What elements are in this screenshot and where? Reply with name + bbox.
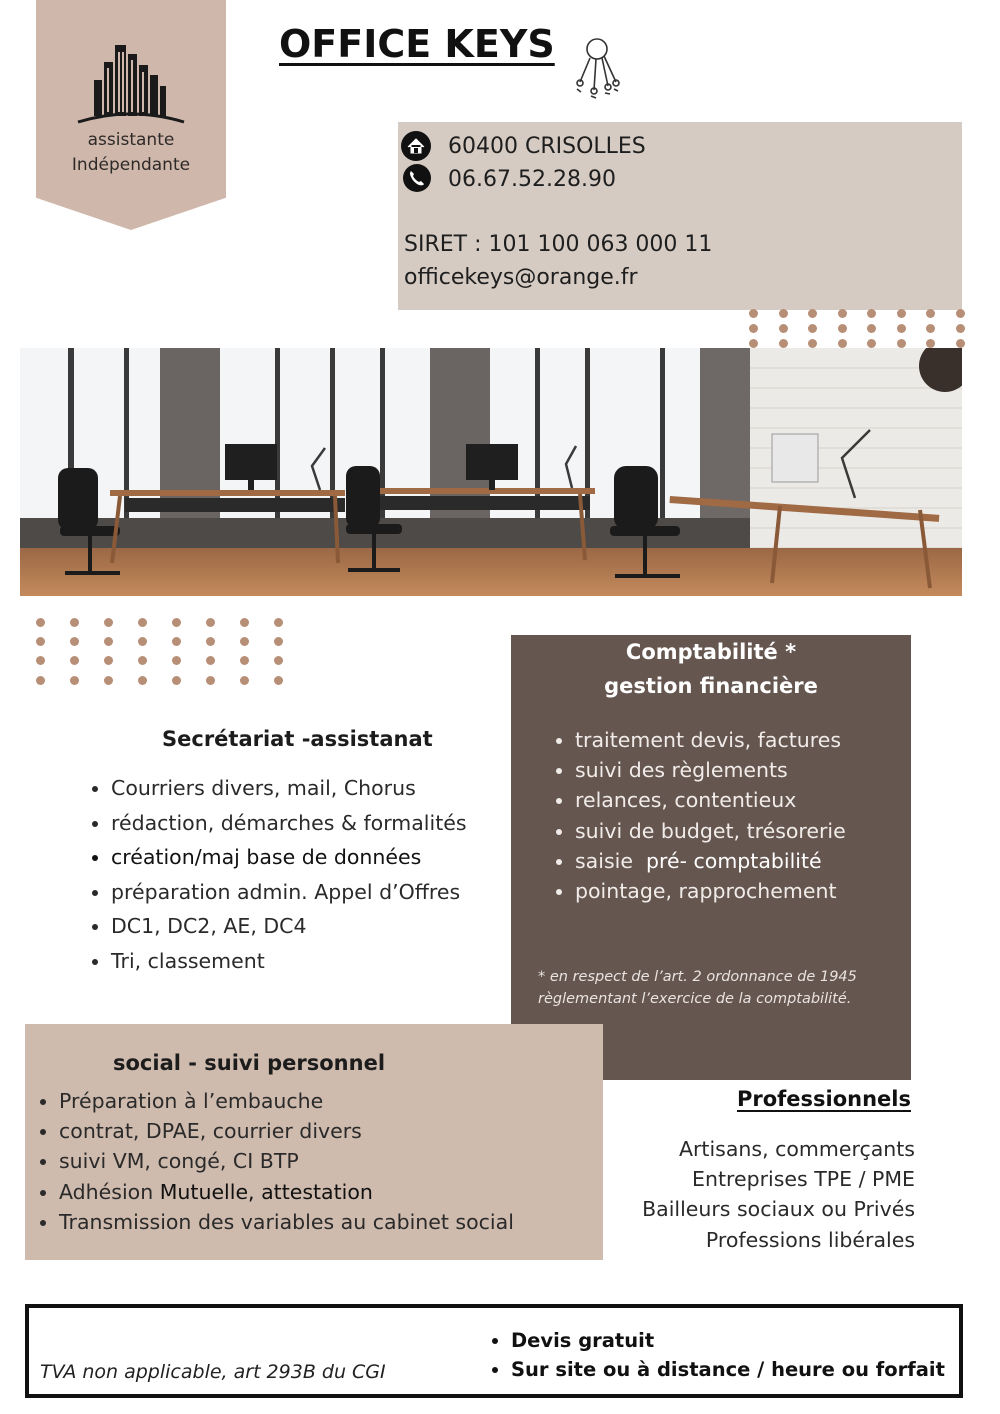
list-item: Entreprises TPE / PME (692, 1167, 915, 1192)
list-item: • rédaction, démarches & formalités (111, 806, 467, 841)
phone-icon (402, 163, 432, 193)
social-title: social - suivi personnel (113, 1051, 386, 1075)
list-item: • Devis gratuit (511, 1326, 945, 1355)
office-desks-photo (20, 348, 962, 596)
list-item: Professions libérales (705, 1227, 915, 1252)
comptabilite-title-line-2: gestion financière (604, 674, 818, 698)
list-item: Bailleurs sociaux ou Privés (642, 1197, 915, 1222)
list-item-emphasis: pré- comptabilité (645, 848, 822, 873)
social-list (33, 1086, 514, 1237)
list-item: • Transmission des variables au cabinet social (59, 1207, 514, 1237)
city-skyline-icon (74, 40, 188, 126)
phone-text[interactable]: 06.67.52.28.90 (448, 167, 616, 192)
list-item (59, 1177, 514, 1207)
address-text: 60400 CRISOLLES (448, 134, 646, 159)
list-item: • DC1, DC2, AE, DC4 (111, 909, 467, 944)
dot-pattern-left (36, 618, 308, 695)
note-line-2: règlementant l’exercice de la comptabilité. (538, 991, 852, 1007)
footer-list (485, 1326, 945, 1384)
list-item: Artisans, commerçants (678, 1137, 915, 1161)
list-item: • traitement devis, factures (575, 725, 846, 755)
professionnels-title: Professionnels (736, 1087, 911, 1111)
ribbon-line-1: assistante (87, 130, 175, 150)
siret-text: SIRET : 101 100 063 000 11 (404, 232, 713, 257)
professionnels-list (642, 1134, 915, 1255)
ribbon-text (36, 128, 226, 178)
list-item: • Sur site ou à distance / heure ou forfait (511, 1355, 945, 1384)
email-link[interactable]: officekeys@orange.fr (404, 265, 638, 290)
list-item: • Préparation à l’embauche (59, 1086, 514, 1116)
comptabilite-note (538, 966, 857, 1010)
secretariat-title: Secrétariat -assistanat (162, 727, 433, 751)
list-item: • suivi des règlements (575, 755, 846, 785)
social-box (25, 1024, 603, 1260)
ribbon-line-2: Indépendante (71, 155, 191, 175)
footer-box (25, 1304, 963, 1398)
secretariat-list (85, 771, 467, 978)
comptabilite-box (511, 635, 911, 1080)
list-item: • contrat, DPAE, courrier divers (59, 1116, 514, 1146)
page-title: OFFICE KEYS (279, 22, 555, 66)
comptabilite-title (511, 635, 911, 703)
keys-icon (570, 34, 622, 102)
contact-box (398, 122, 962, 310)
list-item: • préparation admin. Appel d’Offres (111, 875, 467, 910)
list-item: • suivi VM, congé, CI BTP (59, 1146, 514, 1176)
list-item (575, 846, 846, 876)
list-item: • relances, contentieux (575, 785, 846, 815)
list-item: • Courriers divers, mail, Chorus (111, 771, 467, 806)
list-item-emphasis: Mutuelle, attestation (159, 1179, 373, 1204)
list-item: • Tri, classement (111, 944, 467, 979)
tva-notice: TVA non applicable, art 293B du CGI (40, 1361, 386, 1383)
list-item: • suivi de budget, trésorerie (575, 816, 846, 846)
list-item-text: saisie (575, 848, 633, 873)
list-item: • pointage, rapprochement (575, 876, 846, 906)
note-line-1: * en respect de l’art. 2 ordonnance de 1945 (538, 969, 857, 985)
comptabilite-title-line-1: Comptabilité * (625, 640, 797, 664)
comptabilite-list (549, 725, 846, 906)
list-item: • création/maj base de données (111, 840, 467, 875)
home-icon (400, 130, 432, 162)
list-item-text: Adhésion (59, 1179, 154, 1204)
